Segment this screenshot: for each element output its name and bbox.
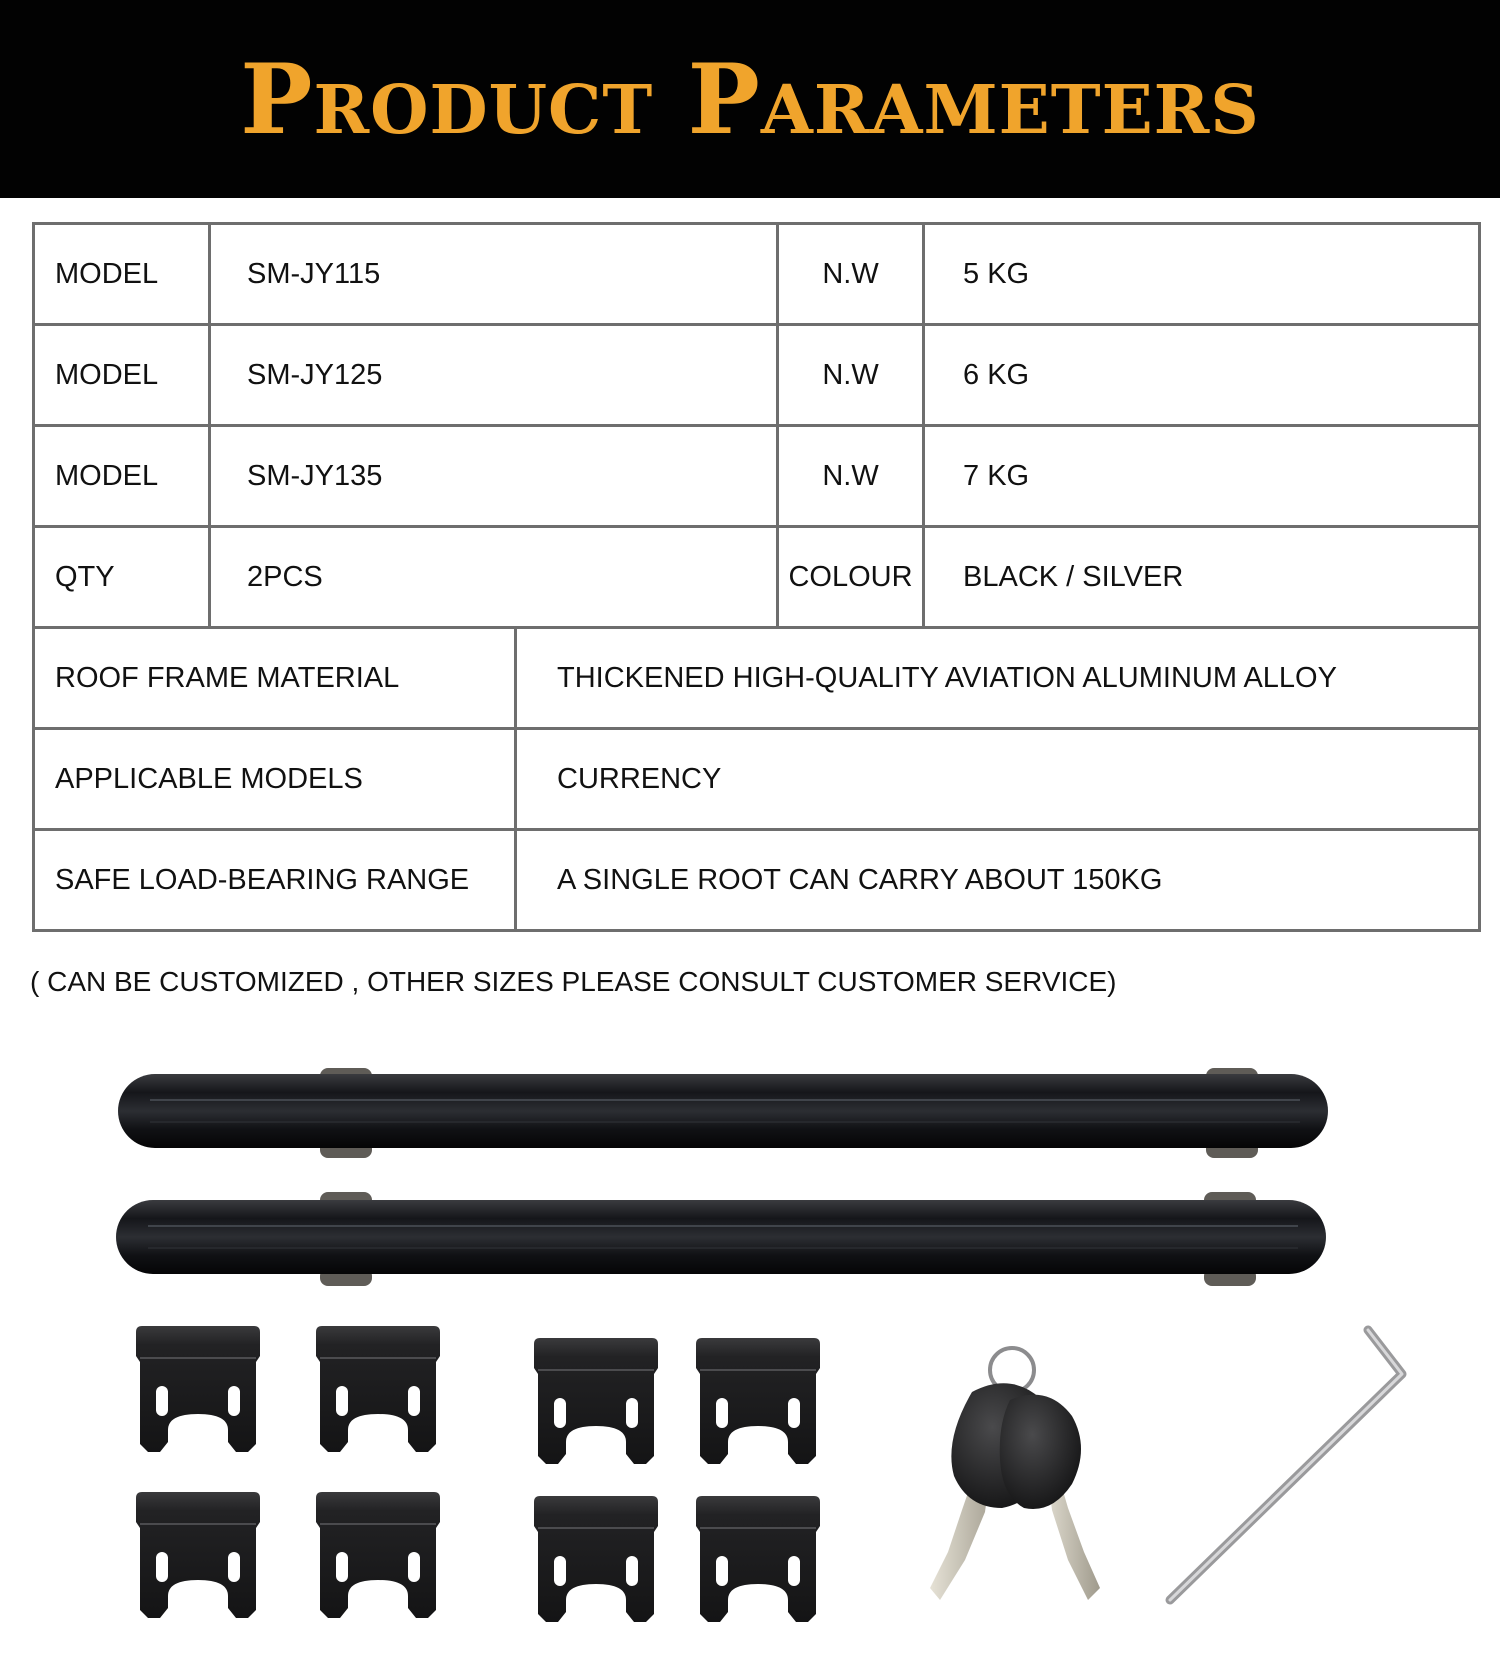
lock-keys-image (930, 1348, 1100, 1600)
title-banner (0, 0, 1500, 198)
row-value: A SINGLE ROOT CAN CARRY ABOUT 150KG (516, 830, 1480, 931)
row-key: N.W (778, 426, 924, 527)
table-row (34, 426, 1480, 527)
row-key-value: 7 KG (924, 426, 1480, 527)
table-row (34, 325, 1480, 426)
row-value: SM-JY135 (210, 426, 778, 527)
row-label: SAFE LOAD-BEARING RANGE (34, 830, 516, 931)
hex-key-image (1170, 1330, 1402, 1600)
parameters-table (32, 222, 1481, 932)
table-row (34, 830, 1480, 931)
row-label: QTY (34, 527, 210, 628)
table-row (34, 628, 1480, 729)
row-label: ROOF FRAME MATERIAL (34, 628, 516, 729)
row-key-value: 5 KG (924, 224, 1480, 325)
row-value: SM-JY115 (210, 224, 778, 325)
row-value: SM-JY125 (210, 325, 778, 426)
row-label: MODEL (34, 224, 210, 325)
table-row (34, 729, 1480, 830)
row-key: COLOUR (778, 527, 924, 628)
table-row (34, 527, 1480, 628)
page-title: Product Parameters (240, 42, 1260, 156)
row-value: THICKENED HIGH-QUALITY AVIATION ALUMINUM ALLOY (516, 628, 1480, 729)
row-label: MODEL (34, 325, 210, 426)
crossbar-1-image (118, 1068, 1328, 1158)
product-photo (0, 1040, 1500, 1680)
row-key-value: 6 KG (924, 325, 1480, 426)
mounting-clips-image (136, 1326, 820, 1622)
row-label: APPLICABLE MODELS (34, 729, 516, 830)
crossbar-2-image (116, 1192, 1326, 1286)
row-key: N.W (778, 325, 924, 426)
customization-note: ( CAN BE CUSTOMIZED , OTHER SIZES PLEASE CONSULT CUSTOMER SERVICE) (30, 966, 1117, 997)
row-key: N.W (778, 224, 924, 325)
row-label: MODEL (34, 426, 210, 527)
row-value: CURRENCY (516, 729, 1480, 830)
table-row (34, 224, 1480, 325)
row-key-value: BLACK / SILVER (924, 527, 1480, 628)
row-value: 2PCS (210, 527, 778, 628)
